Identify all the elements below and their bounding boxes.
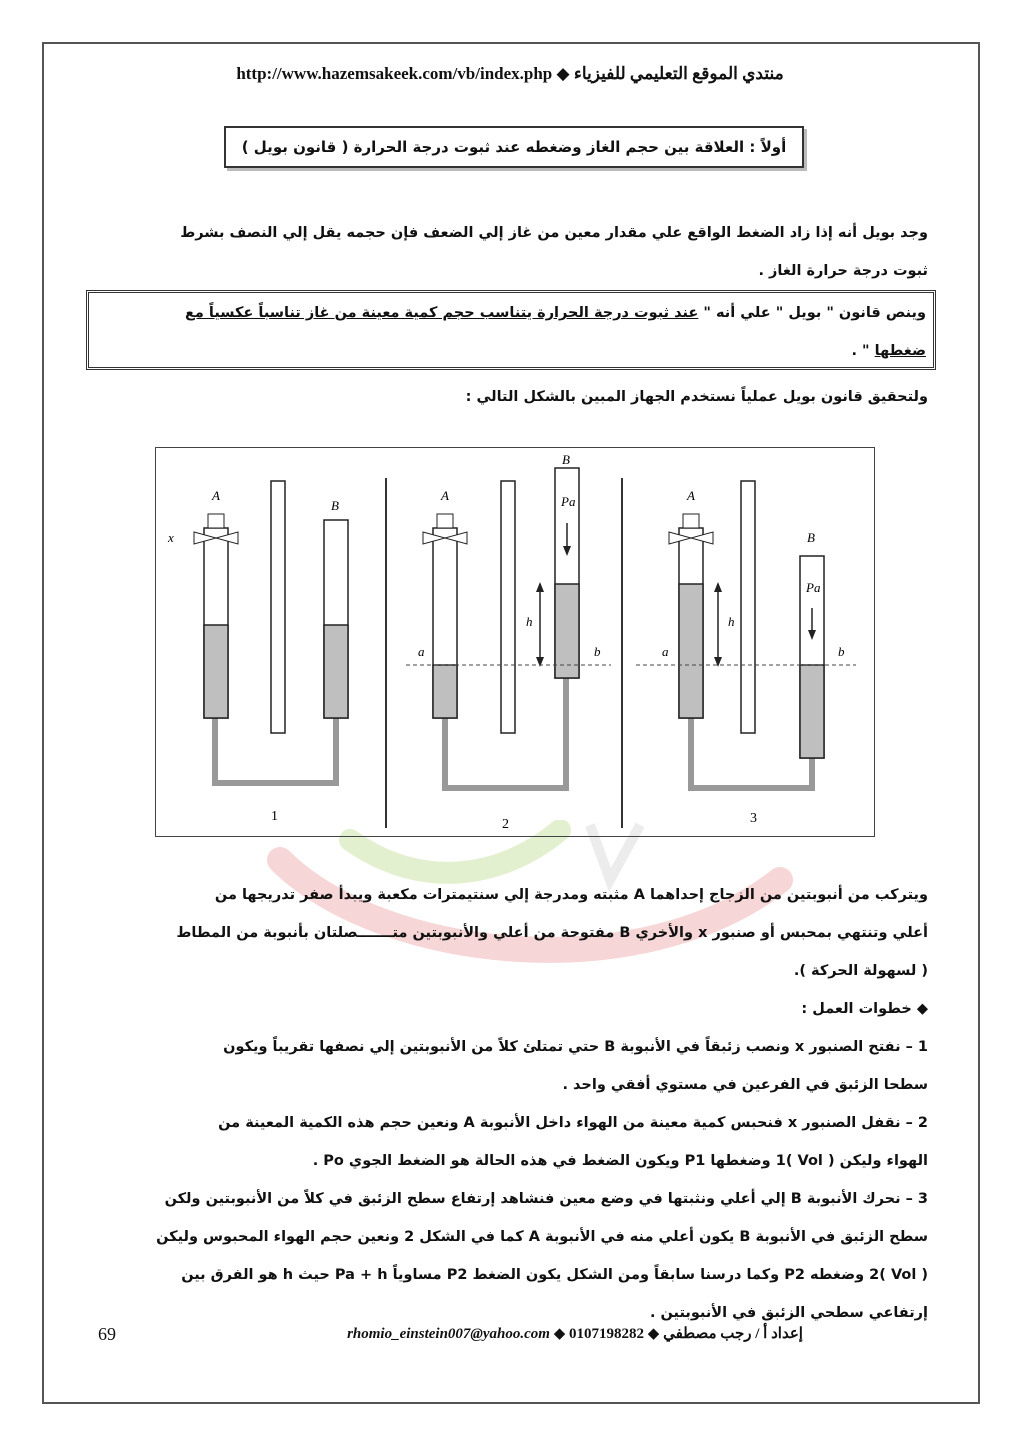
section-title: أولاً : العلاقة بين حجم الغاز وضغطه عند ثبوت درجة الحرارة ( قانون بويل ) xyxy=(224,126,804,168)
steps-list xyxy=(98,1028,928,1332)
intro-line-1: وجد بويل أنه إذا زاد الضغط الواقع علي مقدار معين من غاز إلي الضعف فإن حجمه يقل إلي النصف بشرط xyxy=(180,225,928,241)
panel-2 xyxy=(406,452,611,832)
law-line2-underlined: ضغطها xyxy=(874,343,926,359)
boyle-apparatus-figure xyxy=(155,447,875,837)
page-number: 69 xyxy=(98,1324,116,1344)
label-a-level-2: a xyxy=(418,644,425,659)
label-a-top-2: A xyxy=(441,488,449,503)
stopcock-body-1 xyxy=(208,514,224,528)
label-a-top-3: A xyxy=(687,488,695,503)
mercury-b-1 xyxy=(324,625,348,718)
page-header xyxy=(60,64,960,84)
scale-3 xyxy=(741,481,755,733)
law-line-1 xyxy=(96,294,926,332)
footer-phone: 0107198282 xyxy=(569,1326,645,1342)
label-x-1: x xyxy=(168,530,174,545)
desc-line-2: أعلي وتنتهي بمحبس أو صنبور x والأخري B مفتوحة من أعلي والأنبوبتين متـــــــصلتان بأنبوبة من المطاط xyxy=(176,925,928,941)
law-statement xyxy=(96,294,926,370)
stopcock-body-2 xyxy=(437,514,453,528)
intro-paragraph xyxy=(98,214,928,290)
law-underlined: عند ثبوت درجة الحرارة يتناسب حجم كمية معينة من غاز تناسباً عكسياً مع xyxy=(184,305,699,321)
panel-number-2: 2 xyxy=(502,817,509,832)
step-1-line-2: سطحا الزئبق في الفرعين في مستوي أفقي واحد . xyxy=(562,1077,928,1093)
label-pa-3: Pa xyxy=(806,580,821,595)
apparatus-diagram xyxy=(156,448,874,836)
label-pa-2: Pa xyxy=(561,494,576,509)
mercury-b-2 xyxy=(555,584,579,678)
footer-author: إعداد أ / رجب مصطفي xyxy=(663,1326,803,1342)
header-url: http://www.hazemsakeek.com/vb/index.php xyxy=(236,64,553,83)
intro-line-2: ثبوت درجة حرارة الغاز . xyxy=(758,263,928,279)
step-3-line-3: ( Vol )2 وضغطه P2 وكما درسنا سابقاً ومن الشكل يكون الضغط P2 مساوياً Pa + h حيث h هو الفرق بين xyxy=(181,1267,928,1283)
label-a-level-3: a xyxy=(662,644,669,659)
label-b-level-3: b xyxy=(838,644,845,659)
mercury-a-1 xyxy=(204,625,228,718)
desc-line-1: ويتركب من أنبوبتين من الزجاج إحداهما A مثبته ومدرجة إلي سنتيمترات مكعبة ويبدأ صفر تدريجها من xyxy=(214,887,928,903)
step-3-line-4: إرتفاعي سطحي الزئبق في الأنبوبتين . xyxy=(649,1305,928,1321)
header-separator: ◆ xyxy=(556,64,570,83)
label-h-2: h xyxy=(526,614,533,629)
label-b-level-2: b xyxy=(594,644,601,659)
scale-2 xyxy=(501,481,515,733)
law-prefix: وينص قانون " بويل " علي أنه " xyxy=(698,305,926,321)
panel-1 xyxy=(167,481,348,824)
step-3-line-1: 3 – نحرك الأنبوبة B إلي أعلي ونثبتها في وضع معين فنشاهد إرتفاع سطح الزئبق في كلاً من الأنبوبتين ولكن xyxy=(164,1191,928,1207)
step-3-line-2: سطح الزئبق في الأنبوبة B يكون أعلي منه في الأنبوبة A كما في الشكل 2 ونعين حجم الهواء المحبوس وليكن xyxy=(156,1229,928,1245)
law-line2-suffix: " . xyxy=(851,343,875,359)
header-forum-name: منتدي الموقع التعليمي للفيزياء xyxy=(573,64,784,83)
scale-1 xyxy=(271,481,285,733)
verify-line: ولتحقيق قانون بويل عملياً نستخدم الجهاز المبين بالشكل التالي : xyxy=(465,389,928,405)
law-line-2 xyxy=(96,332,926,370)
label-b-top-2: B xyxy=(562,452,570,467)
footer-separator-1: ◆ xyxy=(553,1326,566,1342)
label-b-top-1: B xyxy=(331,498,339,513)
step-1-line-1: 1 – نفتح الصنبور x ونصب زئبقاً في الأنبوبة B حتي تمتلئ كلاً من الأنبوبتين إلي نصفها تقريباً ويكون xyxy=(223,1039,928,1055)
panel-number-3: 3 xyxy=(750,811,757,826)
mercury-a-2 xyxy=(433,665,457,718)
panel-3 xyxy=(636,481,856,826)
description-paragraph xyxy=(98,876,928,990)
footer-email: rhomio_einstein007@yahoo.com xyxy=(347,1326,550,1342)
stopcock-body-3 xyxy=(683,514,699,528)
footer-separator-2: ◆ xyxy=(647,1326,660,1342)
label-a-top-1: A xyxy=(212,488,220,503)
desc-line-3: ( لسهولة الحركة ). xyxy=(793,963,928,979)
panel-number-1: 1 xyxy=(271,809,278,824)
label-b-top-3: B xyxy=(807,530,815,545)
page-footer xyxy=(60,1318,960,1348)
step-2-line-2: الهواء وليكن ( Vol )1 وضغطها P1 ويكون الضغط في هذه الحالة هو الضغط الجوي Po . xyxy=(312,1153,928,1169)
mercury-b-3 xyxy=(800,665,824,758)
mercury-a-3 xyxy=(679,584,703,718)
step-2-line-1: 2 – نقفل الصنبور x فنحبس كمية معينة من الهواء داخل الأنبوبة A ونعين حجم هذه الكمية المعينة من xyxy=(218,1115,928,1131)
footer-credits xyxy=(250,1324,900,1343)
steps-heading: ◆ خطوات العمل : xyxy=(801,1001,928,1017)
label-h-3: h xyxy=(728,614,735,629)
